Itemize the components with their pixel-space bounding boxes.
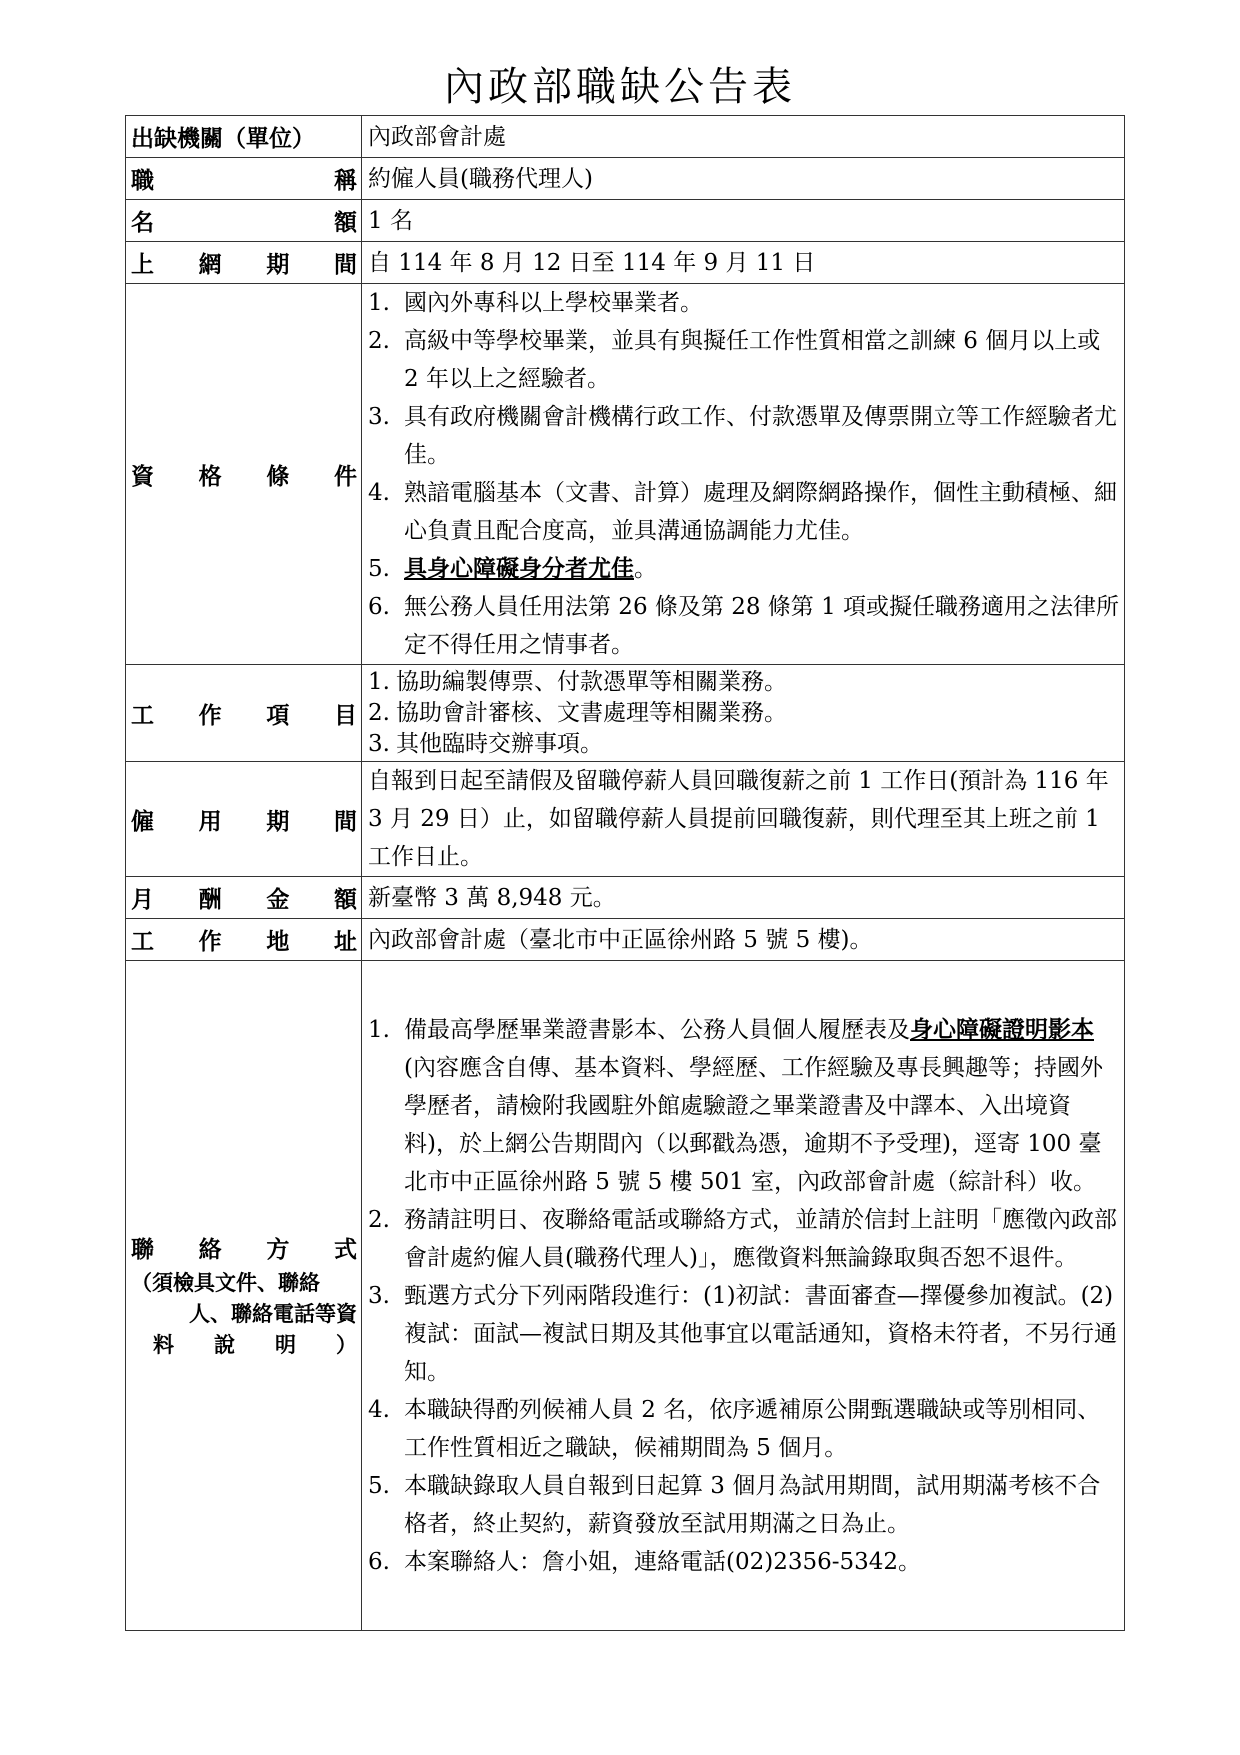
label-agency: 出缺機關（單位） [126,116,362,158]
value-position: 約僱人員(職務代理人) [362,158,1125,200]
list-item: 1. 國內外專科以上學校畢業者。 [368,290,703,316]
list-item: 2. 務請註明日、夜聯絡電話或聯絡方式，並請於信封上註明「應徵內政部會計處約僱人員(職務代理人)」，應徵資料無論錄取與否恕不退件。 [368,1206,1117,1271]
page-title: 內政部職缺公告表 [444,64,796,110]
label-address: 工 作 地 址 [126,919,362,961]
list-item: 2. 協助會計審核、文書處理等相關業務。 [368,699,787,726]
row-employment-period [126,762,1125,877]
label-posting-period: 上 網 期 間 [126,242,362,284]
label-duties: 工 作 項 目 [126,665,362,762]
list-item: 1. 備最高學歷畢業證書影本、公務人員個人履歷表及身心障礙證明影本(內容應含自傳、基本資料、學經歷、工作經驗及專長興趣等；持國外學歷者，請檢附我國駐外館處驗證之畢業證書及中譯本、入出境資料)，於上網公告期間內（以郵戳為憑，逾期不予受理)，逕寄 100 臺北市中正區徐州路 5 號 5 樓 501 室，內政部會計處（綜計科）收。 [368,1015,1103,1195]
value-posting-period: 自 114 年 8 月 12 日至 114 年 9 月 11 日 [362,242,1125,284]
row-contact [126,961,1125,1631]
value-salary: 新臺幣 3 萬 8,948 元。 [362,877,1125,919]
label-salary: 月 酬 金 額 [126,877,362,919]
label-qualifications: 資 格 條 件 [126,284,362,665]
list-item: 3. 其他臨時交辦事項。 [368,730,603,757]
job-posting-table [125,115,1125,1631]
contact-label-note: （須檢具文件、聯絡 人、聯絡電話等資 料 說 明 ） [131,1270,357,1357]
label-position: 職 稱 [126,158,362,200]
row-posting-period [126,242,1125,284]
label-employment-period: 僱 用 期 間 [126,762,362,877]
row-position [126,158,1125,200]
label-contact: 聯 絡 方 式 （須檢具文件、聯絡 人、聯絡電話等資 料 說 明 ） [126,961,362,1631]
list-item: 3. 具有政府機關會計機構行政工作、付款憑單及傳票開立等工作經驗者尤佳。 [368,404,1117,468]
list-item: 1. 協助編製傳票、付款憑單等相關業務。 [368,668,787,695]
list-item: 3. 甄選方式分下列兩階段進行：(1)初試：書面審查—擇優參加複試。(2)複試：面試—複試日期及其他事宜以電話通知，資格未符者，不另行通知。 [368,1282,1117,1385]
row-agency [126,116,1125,158]
list-item: 4. 本職缺得酌列候補人員 2 名，依序遞補原公開甄選職缺或等別相同、工作性質相近之職缺，候補期間為 5 個月。 [368,1396,1101,1461]
emphasis-text: 身心障礙證明影本 [910,1015,1094,1043]
label-quota: 名 額 [126,200,362,242]
value-agency: 內政部會計處 [362,116,1125,158]
row-address [126,919,1125,961]
row-duties [126,665,1125,762]
list-item: 5. 本職缺錄取人員自報到日起算 3 個月為試用期間，試用期滿考核不合格者，終止契約，薪資發放至試用期滿之日為止。 [368,1472,1101,1537]
row-quota [126,200,1125,242]
list-item: 6. 無公務人員任用法第 26 條及第 28 條第 1 項或擬任職務適用之法律所定不得任用之情事者。 [368,594,1120,658]
contact-list [362,961,1125,1631]
list-item: 2. 高級中等學校畢業，並具有與擬任工作性質相當之訓練 6 個月以上或 2 年以上之經驗者。 [368,328,1101,392]
value-quota: 1 名 [362,200,1125,242]
list-item: 6. 本案聯絡人：詹小姐，連絡電話(02)2356-5342。 [368,1548,922,1575]
emphasis-text: 具身心障礙身分者尤佳 [404,555,634,582]
duties-list [362,665,1125,762]
row-salary [126,877,1125,919]
list-item: 5. 具身心障礙身分者尤佳。 [368,555,657,582]
list-item: 4. 熟諳電腦基本（文書、計算）處理及網際網路操作，個性主動積極、細心負責且配合度高，並具溝通協調能力尤佳。 [368,480,1117,544]
row-qualifications [126,284,1125,665]
qualifications-list [362,284,1125,665]
value-address: 內政部會計處（臺北市中正區徐州路 5 號 5 樓)。 [362,919,1125,961]
value-employment-period: 自報到日起至請假及留職停薪人員回職復薪之前 1 工作日(預計為 116 年 3 月 29 日）止，如留職停薪人員提前回職復薪，則代理至其上班之前 1 工作日止。 [362,762,1125,877]
